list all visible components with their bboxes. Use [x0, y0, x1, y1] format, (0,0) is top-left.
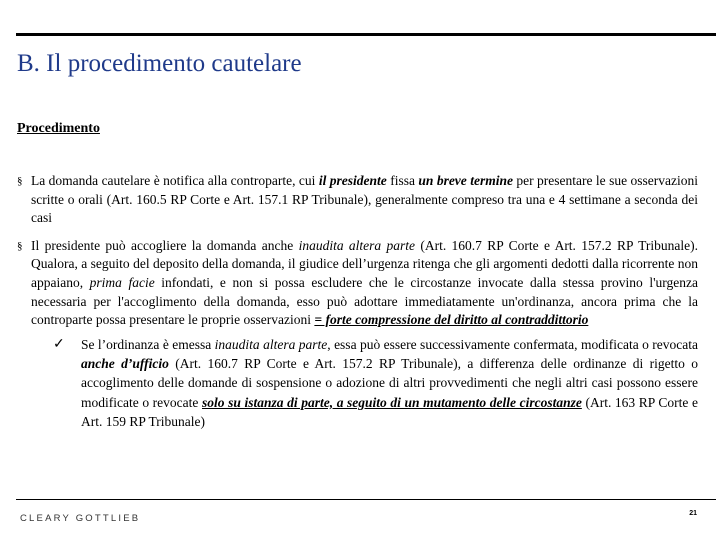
footer-logo: CLEARY GOTTLIEB [20, 513, 141, 524]
bullet2-text-1: Il presidente può accogliere la domanda anche [31, 237, 299, 253]
bullet1-text-2: fissa [386, 173, 419, 188]
bullet-item-inaudita [17, 237, 698, 431]
bullet2-italic-2: prima facie [89, 274, 155, 290]
sub1-italic-1: inaudita altera parte [214, 336, 328, 352]
bullet2-text-2: (Art. 160.7 RP Corte e Art. 157.2 RP Tribunale). Qualora, a seguito del deposito della domanda, il giudice dell’urgenza ritenga che gli argomenti dedotti dalla ricorrente non appaiano, [31, 237, 698, 290]
checkmark-icon: ✓ [53, 336, 65, 352]
bullet1-emph-termine: un breve termine [418, 173, 513, 188]
bullet2-text-3: infondati, e non si possa escludere che le circostanze invocate dalla stessa provino l'urgenza necessaria per l'accoglimento della domanda, esso può adottare immediatamente un'ordinanza, ancora prima che la controparte possa presentare le proprie osservazioni [31, 274, 698, 328]
bullet1-text-3: per presentare le sue osservazioni scritte o orali (Art. 160.5 RP Corte e Art. 157.1 RP Tribunale), generalmente compreso tra una e 4 settimane a seconda dei casi [31, 173, 698, 226]
bullet-list [17, 172, 698, 440]
sub1-text-1: Se l’ordinanza è emessa [81, 336, 215, 352]
sub1-text-4: (Art. 163 RP Corte e Art. 159 RP Tribunale) [81, 394, 698, 429]
section-mark-icon: § [17, 239, 23, 252]
bullet1-text-1: La domanda cautelare è notifica alla controparte, cui [31, 173, 319, 188]
sub-item-conferma [31, 335, 698, 431]
page-number: 21 [689, 510, 697, 517]
sub1-underlined: solo su istanza di parte, a seguito di un mutamento delle circostanze [202, 394, 582, 410]
sub-list [31, 335, 698, 431]
bottom-rule [16, 499, 716, 500]
bullet2-underlined: = forte compressione del diritto al contraddittorio [314, 312, 589, 328]
section-heading: Procedimento [17, 121, 100, 136]
bullet-item-notifica [17, 172, 698, 228]
section-mark-icon: § [17, 175, 23, 187]
bullet2-italic-1: inaudita altera parte [298, 237, 415, 253]
sub1-text-2: , essa può essere successivamente confermata, modificata o revocata [327, 336, 699, 352]
slide-title: B. Il procedimento cautelare [17, 50, 302, 77]
bullet1-emph-presidente: il presidente [318, 173, 387, 188]
sub1-emph-ufficio: anche d’ufficio [81, 356, 169, 372]
sub1-text-3: (Art. 160.7 RP Corte e Art. 157.2 RP Tribunale), a differenza delle ordinanze di rigetto o accoglimento delle domande di sospensione o adozione di altri provvedimenti che negli altri casi possono essere modificate o revocate [81, 356, 699, 410]
top-rule [16, 33, 716, 36]
